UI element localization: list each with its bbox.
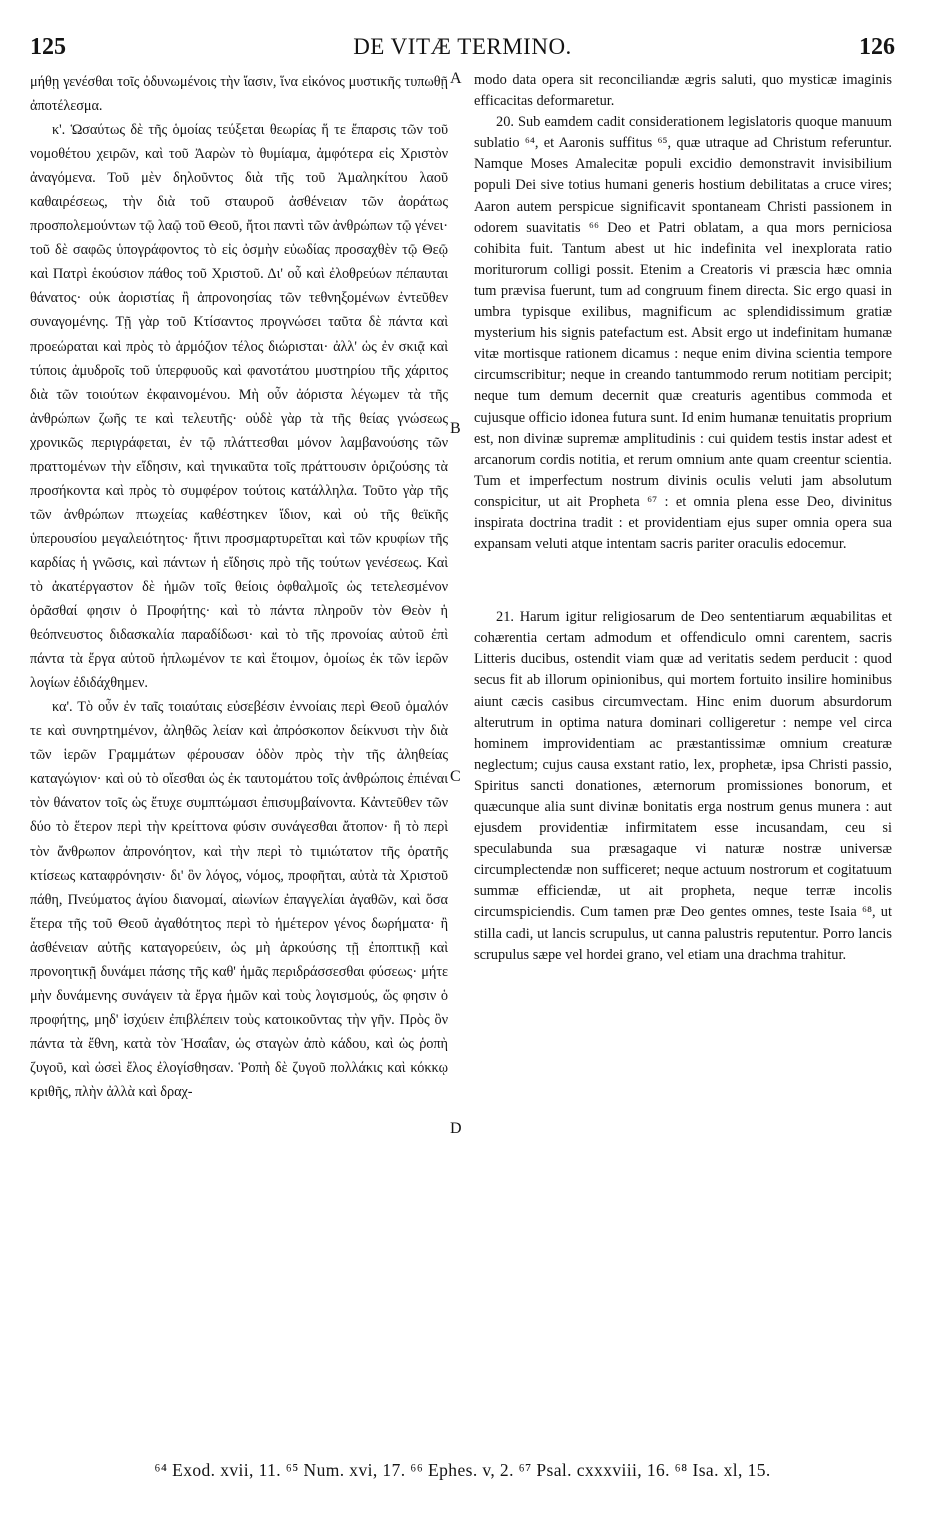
running-header (30, 34, 895, 64)
greek-paragraph-1: μήθῃ γενέσθαι τοῖς ὀδυνωμένοις τὴν ἴασιν, ἵνα εἰκόνος μυστικῆς τυπωθῇ ἀποτέλεσμα. (30, 74, 448, 115)
footnotes: ⁶⁴ Exod. xvii, 11. ⁶⁵ Num. xvi, 17. ⁶⁶ Ephes. v, 2. ⁶⁷ Psal. cxxxviii, 16. ⁶⁸ Isa. xl, 15. (154, 1460, 771, 1480)
greek-paragraph-20: κ'. Ὡσαύτως δὲ τῆς ὁμοίας τεύξεται θεωρίας ἥ τε ἔπαρσις τῶν τοῦ νομοθέτου χειρῶν, καὶ τοῦ Ἀαρὼν τὸ θυμίαμα, ἀμφότερα εἰς Χριστὸν ἀναγόμενα. Τοῦ μὲν δηλοῦντος διὰ τῆς τοῦ Ἀμαληκίτου λαοῦ καθαιρέσεως, τὴν διὰ τοῦ σταυροῦ ἀσθένειαν τῶν ἀοράτως προσπολεμούντων τῷ λαῷ τοῦ Θεοῦ, ἤτοι παντὶ τῶν ἀνθρώπων τῷ γένει· τοῦ δὲ σαφῶς ὑπογράφοντος τὸ εἰς ὀσμὴν εὐωδίας προσαχθὲν τῷ Θεῷ καὶ Πατρὶ ἑκούσιον πάθος τοῦ Χριστοῦ. Δι' οὗ καὶ ἐλοθρεύων πέπαυται θάνατος· οὐκ ἀοριστίας ἢ ἀπρονοησίας τῶν τεθνηξομένων ἐντεῦθεν συναγομένης. Τῇ γὰρ τοῦ Κτίσαντος προγνώσει ταῦτα δὲ πάντα καὶ προεώραται καὶ πρὸς τὸ ἁρμόζιον τέλος διώρισται· ἀλλ' ὡς ἐν σκιᾷ καὶ τύποις ἀμυδροῖς τοῦ ὑπερφυοῦς καὶ φανοτάτου μυστηρίου τῆς χάριτος διὰ τῶν τοιούτων ἐκφαινομένου. Μὴ οὖν ἀόριστα λέγωμεν τὰ τῆς ἀνθρώπων ζωῆς τε καὶ τελευτῆς· οὐδὲ γὰρ τὰ τῆς θείας γνώσεως χρονικῶς περιγράφεται, ἐν τῷ πλάττεσθαι μόνον λαμβανούσης τῶν πραττομένων τὴν εἴδησιν, καὶ τηνικαῦτα τοῖς πράττουσιν ὁριζούσης τὰ προσήκοντα καὶ πρὸς τὸ συμφέρον τούτοις κατάλληλα. Τοῦτο γὰρ τῆς τῶν ἀνθρώπων πτωχείας καθέστηκεν ἴδιον, καὶ οὐ τῆς θεϊκῆς ὑπερουσίου μεγαλειότητος· ἥτινι προσμαρτυρεῖται καὶ τῶν κρυφίων τῆς καρδίας ἡ γνῶσις, καὶ πάντων ἡ εἴδησις πρὸ τῆς τούτων γενέσεως. Καὶ τὸ ἀκατέργαστον δὲ ἡμῶν τοῖς θείοις ὀφθαλμοῖς ὡς τετελεσμένον ὁρᾶσθαί φησιν ὁ Προφήτης· καὶ τὸ πάντα πληροῦν τὸν Θεὸν ἡ θεόπνευστος διδασκαλία παραδίδωσι· καὶ τὸ τῆς προνοίας αὐτοῦ ἐπὶ πάντα τὰ ἔργα αὐτοῦ ἡπλωμένον τε καὶ ἕτοιμον, ὁμοίως ἐκ τῶν ἱερῶν λογίων ἐδιδάχθημεν. (30, 122, 448, 692)
latin-paragraph-21: 21. Harum igitur religiosarum de Deo sententiarum æquabilitas et cohærentia certam admodum et offendiculo omni carentem, sacris Litteris ducibus, ostendit viam quæ ad veritatis sedem perducit : quod secus fit ab illorum opinionibus, qui mortem fortuito insilire hominibus aiunt cæcis casibus circumvectam. Hinc enim duorum absurdorum alterutrum in optima natura dominari colligeretur : nempe vel circa hominem improvidentiam ac præstantissimæ omnium creaturæ neglectum; cujus causa exstant ratio, lex, prophetæ, ipsa Christi passio, Spiritus sancti donationes, æternorum promissiones bonorum, et quæcunque alia sunt divinæ bonitatis erga nostrum genus munera : aut ejusdem providentiæ infirmitatem esse incusandam, ceu si speculabunda sua præsagaque vi naturæ nostræ universæ circumplectendæ non sufficeret; neque actuum nostrorum et cogitatuum summæ efficiendæ, ut ait propheta, neque terræ incolis circumspiciendis. Cum tamen præ Deo gentes omnes, teste Isaia ⁶⁸, ut stilla cadi, ut lancis scrupulus, ut canna palustris reputentur. Porro lancis scrupulus sæpe vel hordei grano, vel etiam una drachma trahitur. (474, 609, 892, 963)
section-marker-b: B (450, 420, 461, 437)
right-page-number: 126 (859, 34, 895, 60)
greek-paragraph-21: κα'. Τὸ οὖν ἐν ταῖς τοιαύταις εὐσεβέσιν ἐννοίαις περὶ Θεοῦ ὁμαλόν τε καὶ συνηρτημένον, ἀληθῶς λείαν καὶ ἀπρόσκοπον δείκνυσι τὴν διὰ τῶν ἱερῶν Γραμμάτων φέρουσαν ὁδὸν πρὸς τὴν τῆς ἀληθείας καταγώγιον· καὶ οὐ τὸ οἴεσθαι ὡς ἐκ ταυτομάτου τοῖς ἀνθρώποις ἐπιέναι τὸν θάνατον τοῖς ὡς ἔτυχε συμπτώμασι ἐπισυμβαίνοντα. Κἀντεῦθεν τῶν δύο τὸ ἕτερον περὶ τὴν κρείττονα φύσιν συνάγεσθαι ἄτοπον· ἢ τὸ περὶ τὸν ἄνθρωπον ἀπρονόητον, καὶ τὴν περὶ τὸ τιμιώτατον τῆς ὁρατῆς κτίσεως καταφρόνησιν· δι' ὃν λόγος, νόμος, προφῆται, αὐτὰ τὰ Χριστοῦ πάθη, Πνεύματος ἁγίου διανομαί, αἰωνίων ἐπαγγελίαι ἀγαθῶν, καὶ ὅσα ἕτερα τῆς τοῦ Θεοῦ ἀγαθότητος περὶ τὸ ἡμέτερον γένος δωρήματα· ἢ ἀσθένειαν αὐτῆς καταγορεύειν, ὡς μὴ ἀρκούσης τῇ ἐποπτικῇ καὶ προνοητικῇ δυνάμει πάσης τῆς καθ' ἡμᾶς περιδράσσεσθαι φύσεως· μήτε μὴν δυνάμενης συνάγειν τὰ ἔργα ἡμῶν καὶ τοὺς λογισμούς, ὥς φησιν ὁ προφήτης, μηδ' ἰσχύειν ἐπιβλέπειν τοὺς κατοικοῦντας τὴν γῆν. Πρὸς ὃν πάντα τὰ ἔθνη, κατὰ τὸν Ἡσαΐαν, ὡς σταγὼν ἀπὸ κάδου, καὶ ὡς ῥοπὴ ζυγοῦ, καὶ ὡσεὶ ἔλος ἐλογίσθησαν. Ῥοπὴ δὲ ζυγοῦ πολλάκις καὶ κόκκῳ κριθῆς, πλὴν ἀλλὰ καὶ δραχ- (30, 699, 448, 1100)
section-markers (448, 70, 474, 1470)
left-page-number: 125 (30, 34, 66, 60)
section-marker-d: D (450, 1120, 462, 1137)
greek-column (30, 70, 448, 1104)
latin-paragraph-1: modo data opera sit reconciliandæ ægris saluti, quo mysticæ imaginis efficacitas deformaretur. (474, 72, 892, 110)
latin-paragraph-20: 20. Sub eamdem cadit considerationem legislatoris quoque manuum sublatio ⁶⁴, et Aaronis suffitus ⁶⁵, quæ utraque ad Christum referuntur. Namque Moses Amalecitæ populi excidio demonstravit invisibilium populi Dei sive totius humani generis hostium debilitatas a cruce vires; Aaron autem perspicue significavit spontaneam Christi passionem in odorem suavitatis ⁶⁶ Deo et Patri oblatam, a qua mors perniciosa cohibita fuit. Tantum abest ut hic indefinita vel inexplorata ratio moriturorum colligi possit. Etenim a Creatoris vi præscia hæc omnia tum prævisa fuerunt, tum ad congruum finem directa. Sic ergo quasi in umbra typisque exilibus, magnificum ac splendidissimum gratiæ mysterium his signis patefactum est. Absit ergo ut indefinitam humanæ vitæ mortisque rationem dicamus : neque enim divina scientia tempore circumscribitur; neque in creando tantummodo rerum notitiam percipit; neque tum demum decernit quæ creaturis agentibus commoda et cujusque officio idonea futura sunt. Id enim humanæ tenuitatis proprium est, non divinæ supremæ amplitudinis : cui quidem testis instar adest et arcanorum cordis notitia, et rerum omnium ante quam creentur scientia. Tum et imperfectum nostrum divinis oculis veluti jam absolutum conspicitur, ut ait Propheta ⁶⁷ : et omnia plena esse Deo, divinitus inspirata doctrina tradit : et providentiam ejus super omnia opera sua expansam veluti atque intentam sacris pariter oraculis edocemur. (474, 114, 892, 553)
running-title: DE VITÆ TERMINO. (353, 34, 572, 59)
section-marker-a: A (450, 70, 462, 87)
section-marker-c: C (450, 768, 461, 785)
latin-column (474, 70, 892, 966)
